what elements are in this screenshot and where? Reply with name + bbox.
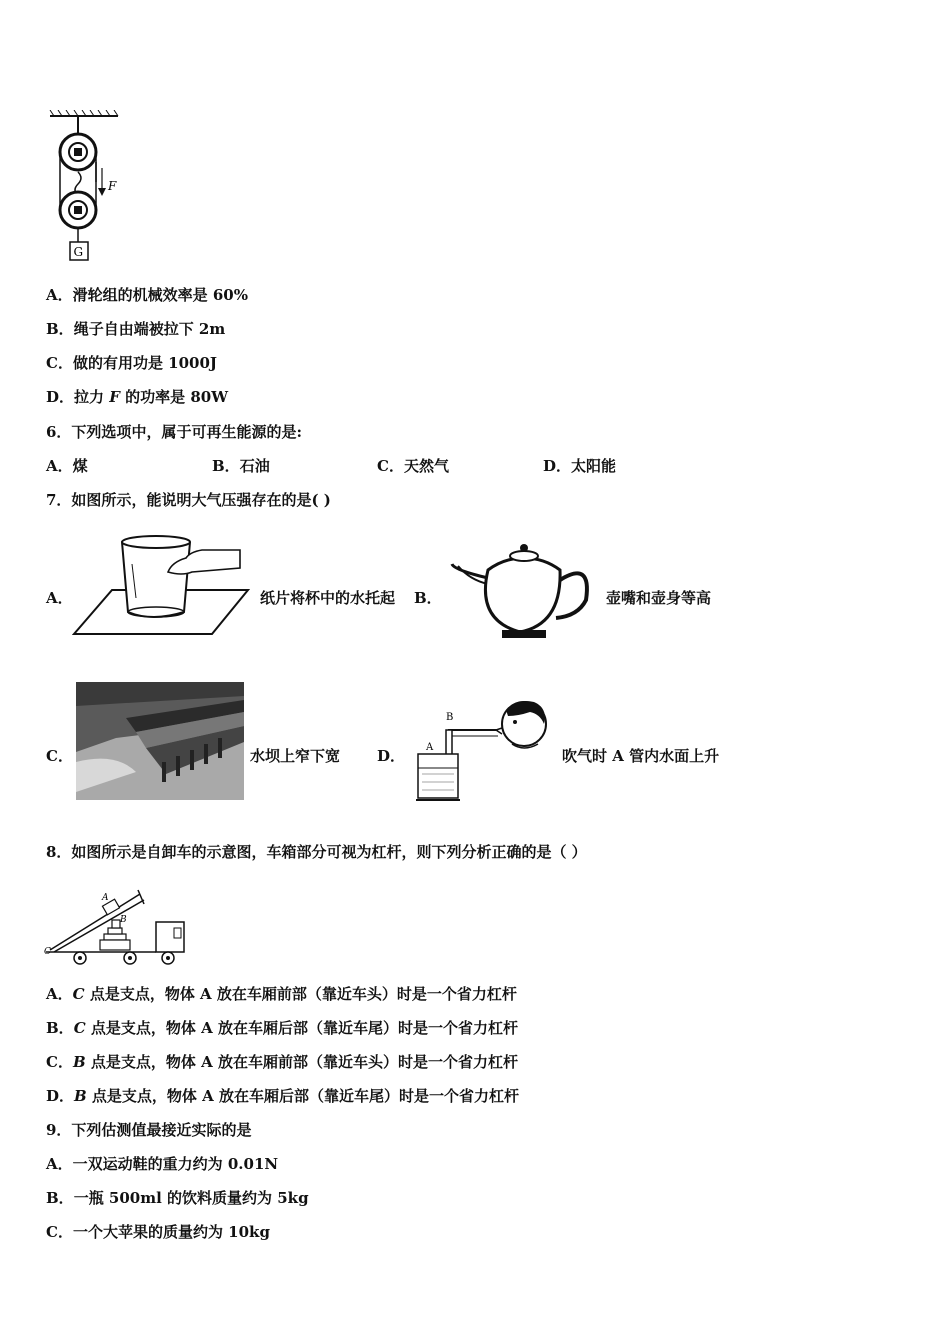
dump-truck-figure (44, 880, 194, 966)
q9-option-c (46, 1222, 270, 1242)
q6-stem: 6．下列选项中，属于可再生能源的是: (46, 423, 302, 441)
q6-option-b (212, 456, 270, 476)
option-text: 滑轮组的机械效率是 60% (72, 286, 248, 304)
option-text: 太阳能 (571, 457, 617, 475)
option-text: 做的有用功是 1000J (72, 354, 218, 372)
option-text: 一瓶 500ml 的饮料质量约为 5kg (73, 1189, 309, 1207)
option-variable: B (74, 1087, 87, 1105)
tube-label-a: A (426, 742, 434, 753)
q7-option-b-letter: B． (414, 589, 442, 607)
option-letter: C． (46, 1223, 73, 1241)
q8-option-a (46, 984, 517, 1004)
tube-label-b: B (446, 712, 454, 723)
q8-stem: 8．如图所示是自卸车的示意图，车箱部分可视为杠杆，则下列分析正确的是（ ） (46, 843, 587, 861)
option-letter: A． (46, 1155, 73, 1173)
weight-label: G (73, 245, 84, 259)
q7-option-a-caption: 纸片将杯中的水托起 (260, 589, 396, 607)
cup-paper-figure (72, 528, 252, 640)
q5-option-d (46, 387, 228, 407)
option-variable: C (72, 985, 85, 1003)
force-label: F (108, 179, 117, 193)
q9-stem: 9．下列估测值最接近实际的是 (46, 1121, 252, 1139)
option-text: 拉力 (74, 388, 110, 406)
teapot-figure (448, 540, 598, 644)
q6-option-c (377, 456, 449, 476)
q8-option-b (46, 1018, 518, 1038)
q5-option-b (46, 319, 225, 339)
q7-option-b-caption: 壶嘴和壶身等高 (606, 589, 712, 607)
option-letter: C． (46, 354, 73, 372)
q6-option-d (543, 456, 616, 476)
dam-photo (76, 682, 244, 800)
option-letter: A． (46, 457, 73, 475)
q9-option-b (46, 1188, 309, 1208)
option-text: 点是支点，物体 A 放在车厢后部（靠近车尾）时是一个省力杠杆 (86, 1087, 520, 1105)
option-letter: B． (46, 1019, 74, 1037)
q7-option-c-letter: C． (46, 747, 73, 765)
option-letter: B． (212, 457, 240, 475)
option-letter: D． (46, 388, 75, 406)
q8-option-c (46, 1052, 518, 1072)
option-text: 石油 (239, 457, 270, 475)
q7-option-a-letter: A． (46, 589, 73, 607)
q6-option-a (46, 456, 88, 476)
option-letter: D． (46, 1087, 75, 1105)
option-variable: C (73, 1019, 86, 1037)
point-c-label: C (44, 947, 51, 957)
option-text: 天然气 (403, 457, 449, 475)
blowing-tube-figure (412, 690, 552, 806)
option-letter: D． (543, 457, 572, 475)
option-letter: A． (46, 985, 73, 1003)
option-text: 绳子自由端被拉下 2m (73, 320, 226, 338)
pulley-figure (48, 110, 128, 265)
q9-option-a (46, 1154, 278, 1174)
q8-option-d (46, 1086, 519, 1106)
option-letter: B． (46, 320, 74, 338)
q7-option-c-caption: 水坝上窄下宽 (250, 747, 341, 765)
q7-option-d-caption: 吹气时 A 管内水面上升 (562, 747, 720, 765)
point-b-label: B (120, 915, 127, 925)
option-text: 的功率是 80W (119, 388, 229, 406)
q5-option-a (46, 285, 248, 305)
option-letter: A． (46, 286, 73, 304)
option-text: 一个大苹果的质量约为 10kg (72, 1223, 270, 1241)
q7-stem: 7．如图所示，能说明大气压强存在的是( ) (46, 491, 331, 509)
option-letter: B． (46, 1189, 74, 1207)
point-a-label: A (102, 893, 109, 903)
option-text: 点是支点，物体 A 放在车厢前部（靠近车头）时是一个省力杠杆 (84, 985, 517, 1003)
option-variable: B (72, 1053, 86, 1071)
option-text: 一双运动鞋的重力约为 0.01N (72, 1155, 279, 1173)
option-letter: C． (377, 457, 404, 475)
option-text: 煤 (72, 457, 88, 475)
q5-option-c (46, 353, 217, 373)
option-letter: C． (46, 1053, 73, 1071)
option-variable: F (109, 388, 120, 406)
option-text: 点是支点，物体 A 放在车厢后部（靠近车尾）时是一个省力杠杆 (85, 1019, 518, 1037)
option-text: 点是支点，物体 A 放在车厢前部（靠近车头）时是一个省力杠杆 (85, 1053, 518, 1071)
q7-option-d-letter: D． (377, 747, 406, 765)
